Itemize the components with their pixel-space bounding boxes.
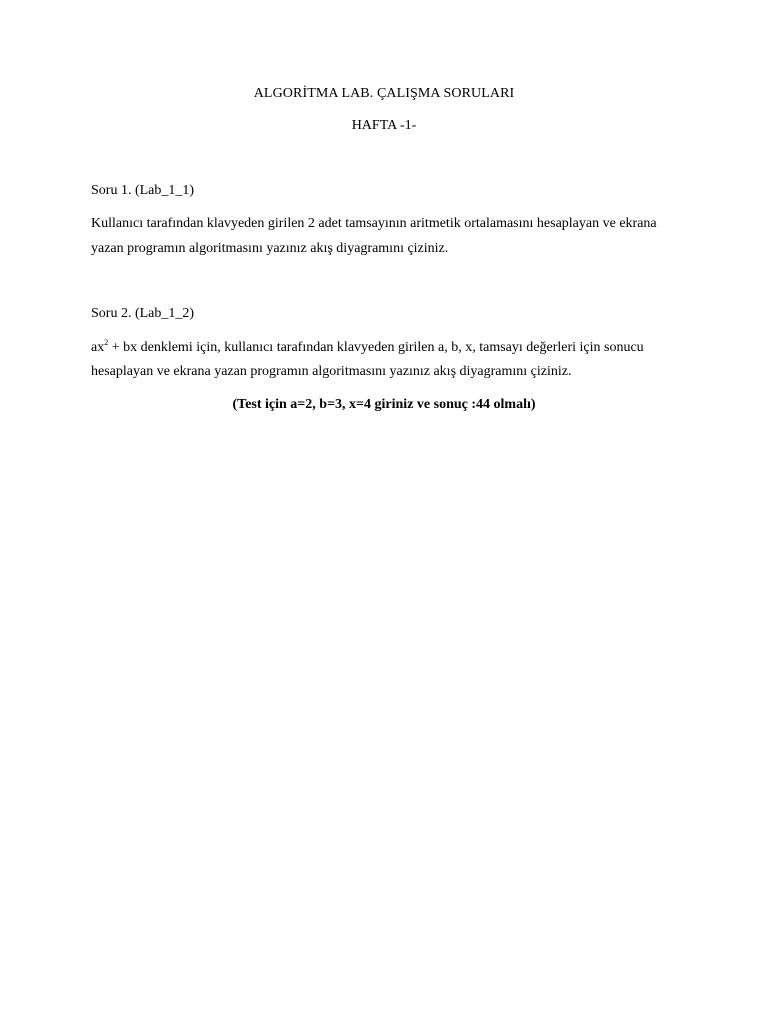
- page-subtitle: HAFTA -1-: [351, 118, 417, 133]
- equation-term: ax: [91, 340, 105, 355]
- test-note: (Test için a=2, b=3, x=4 giriniz ve sonuç :44 olmalı): [232, 397, 536, 412]
- question-1-text-line-2: yazan programın algoritmasını yazınız akış diyagramını çiziniz.: [91, 241, 449, 256]
- exponent: 2: [104, 338, 109, 347]
- question-2-text-line-2: hesaplayan ve ekrana yazan programın algoritmasını yazınız akış diyagramını çiziniz.: [91, 364, 572, 379]
- question-2-text-rest: + bx denklemi için, kullanıcı tarafından klavyeden girilen a, b, x, tamsayı değerleri için sonucu: [108, 340, 644, 355]
- page-title: ALGORİTMA LAB. ÇALIŞMA SORULARI: [253, 86, 515, 101]
- question-1-heading: Soru 1. (Lab_1_1): [91, 183, 195, 198]
- question-2-heading: Soru 2. (Lab_1_2): [91, 306, 195, 321]
- question-2-text-line-1: [91, 340, 644, 356]
- question-1-text-line-1: Kullanıcı tarafından klavyeden girilen 2 adet tamsayının aritmetik ortalamasını hesaplayan ve ekrana: [91, 216, 657, 231]
